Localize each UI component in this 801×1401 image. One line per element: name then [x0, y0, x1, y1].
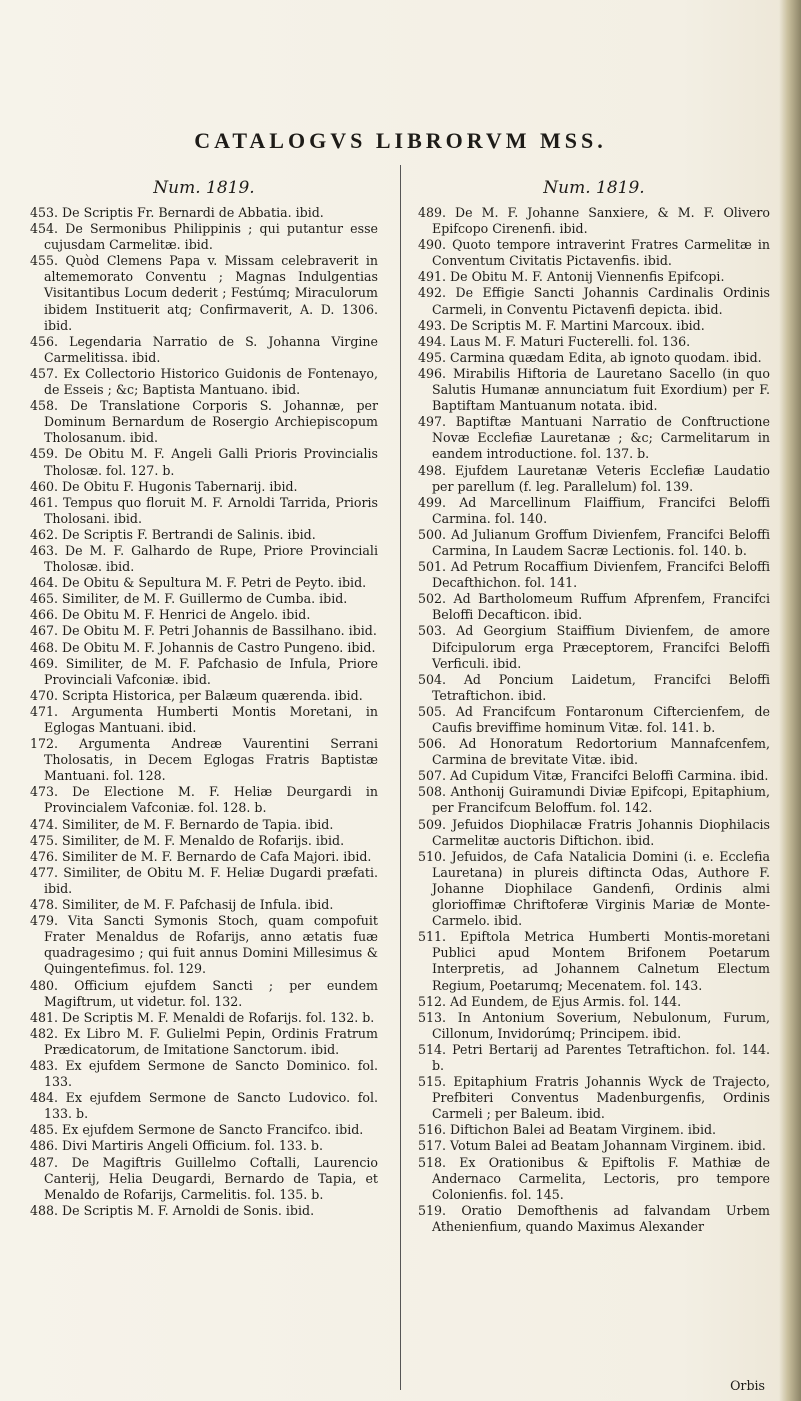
- catalog-entry: 506. Ad Honoratum Redortorium Mannafcenfem, Carmina de brevitate Vitæ. ibid.: [418, 736, 770, 768]
- catalog-entry: 517. Votum Balei ad Beatam Johannam Virginem. ibid.: [418, 1138, 766, 1154]
- catalog-entry: 504. Ad Poncium Laidetum, Francifci Beloffi Tetraftichon. ibid.: [418, 671, 770, 703]
- catalog-entry: 510. Jefuidos, de Cafa Natalicia Domini (i. e. Ecclefia Lauretana) in plureis diftincta Odas, Authore F. Johanne Diophilace Gandenfi, Ordinis almi glorioffimæ Chriftoferæ Virginis Mariæ de Monte-Carmelo. ibid.: [418, 848, 770, 929]
- catalog-entry: 495. Carmina quædam Edita, ab ignoto quodam. ibid.: [418, 349, 762, 365]
- catalog-entry: 479. Vita Sancti Symonis Stoch, quam compofuit Frater Menaldus de Rofarijs, anno ætatis fuæ quadragesimo ; qui fuit annus Domini Millesimus & Quingentefimus. fol. 129.: [30, 913, 378, 977]
- catalog-entry: 453. De Scriptis Fr. Bernardi de Abbatia. ibid.: [30, 205, 324, 220]
- catalog-entry: 458. De Translatione Corporis S. Johannæ, per Dominum Bernardum de Rosergio Archiepiscopum Tholosanum. ibid.: [30, 398, 378, 446]
- catalog-entry: 456. Legendaria Narratio de S. Johanna Virgine Carmelitissa. ibid.: [30, 333, 378, 365]
- catalog-entry: 512. Ad Eundem, de Ejus Armis. fol. 144.: [418, 993, 682, 1009]
- catalog-entry: 493. De Scriptis M. F. Martini Marcoux. ibid.: [418, 317, 705, 333]
- left-entry-list: [30, 205, 378, 1219]
- right-column: [418, 178, 770, 1235]
- catalog-entry: 488. De Scriptis M. F. Arnoldi de Sonis. ibid.: [30, 1202, 315, 1218]
- catalog-entry: 469. Similiter, de M. F. Pafchasio de Infula, Priore Provinciali Vafconiæ. ibid.: [30, 655, 378, 687]
- catalog-entry: 500. Ad Julianum Groffum Divienfem, Francifci Beloffi Carmina, In Laudem Sacræ Lectionis. fol. 140. b.: [418, 526, 770, 558]
- catalog-entry: 464. De Obitu & Sepultura M. F. Petri de Peyto. ibid.: [30, 575, 367, 591]
- catalog-entry: 465. Similiter, de M. F. Guillermo de Cumba. ibid.: [30, 591, 348, 607]
- catalog-entry: 172. Argumenta Andreæ Vaurentini Serrani Tholosatis, in Decem Eglogas Fratris Baptistæ Mantuani. fol. 128.: [30, 736, 378, 784]
- catalog-entry: 514. Petri Bertarij ad Parentes Tetraftichon. fol. 144. b.: [418, 1041, 770, 1073]
- left-column: [30, 178, 378, 1219]
- catalog-entry: 481. De Scriptis M. F. Menaldi de Rofarijs. fol. 132. b.: [30, 1009, 375, 1025]
- catchword: Orbis: [730, 1378, 765, 1393]
- catalog-entry: 462. De Scriptis F. Bertrandi de Salinis. ibid.: [30, 526, 316, 542]
- catalog-entry: 454. De Sermonibus Philippinis ; qui putantur esse cujusdam Carmelitæ. ibid.: [30, 221, 378, 253]
- column-divider: [400, 165, 401, 1390]
- left-column-number: Num. 1819.: [153, 178, 255, 198]
- catalog-entry: 482. Ex Libro M. F. Gulielmi Pepin, Ordinis Fratrum Prædicatorum, de Imitatione Sanctorum. ibid.: [30, 1025, 378, 1057]
- catalog-entry: 489. De M. F. Johanne Sanxiere, & M. F. Olivero Epifcopo Cirenenfi. ibid.: [418, 205, 770, 237]
- catalog-entry: 480. Officium ejufdem Sancti ; per eundem Magiftrum, ut videtur. fol. 132.: [30, 977, 378, 1009]
- catalog-entry: 486. Divi Martiris Angeli Officium. fol. 133. b.: [30, 1138, 323, 1154]
- catalog-entry: 478. Similiter, de M. F. Pafchasij de Infula. ibid.: [30, 897, 334, 913]
- catalog-entry: 508. Anthonij Guiramundi Diviæ Epifcopi, Epitaphium, per Francifcum Beloffum. fol. 142.: [418, 784, 770, 816]
- catalog-entry: 505. Ad Francifcum Fontaronum Ciftercienfem, de Caufis breviffime hominum Vitæ. fol. 141. b.: [418, 703, 770, 735]
- catalog-entry: 485. Ex ejufdem Sermone de Sancto Francifco. ibid.: [30, 1122, 364, 1138]
- catalog-entry: 487. De Magiftris Guillelmo Coftalli, Laurencio Canterij, Helia Deugardi, Bernardo de Tapia, et Menaldo de Rofarijs, Carmelitis. fol. 135. b.: [30, 1154, 378, 1202]
- catalog-entry: 490. Quoto tempore intraverint Fratres Carmelitæ in Conventum Civitatis Pictavenfis. ibid.: [418, 237, 770, 269]
- catalog-entry: 471. Argumenta Humberti Montis Moretani, in Eglogas Mantuani. ibid.: [30, 703, 378, 735]
- catalog-entry: 461. Tempus quo floruit M. F. Arnoldi Tarrida, Prioris Tholosani. ibid.: [30, 494, 378, 526]
- catalog-entry: 470. Scripta Historica, per Balæum quærenda. ibid.: [30, 687, 363, 703]
- catalog-entry: 516. Diftichon Balei ad Beatam Virginem. ibid.: [418, 1122, 717, 1138]
- catalog-entry: 473. De Electione M. F. Heliæ Deurgardi in Provincialem Vafconiæ. fol. 128. b.: [30, 784, 378, 816]
- running-header: CATALOGVS LIBRORVM MSS.: [194, 128, 607, 153]
- catalog-entry: 466. De Obitu M. F. Henrici de Angelo. ibid.: [30, 607, 311, 623]
- catalog-entry: 509. Jefuidos Diophilacæ Fratris Johannis Diophilacis Carmelitæ auctoris Diftichon. ibid.: [418, 816, 770, 848]
- catalog-entry: 455. Quòd Clemens Papa v. Missam celebraverit in altememorato Conventu ; Magnas Indulgentias Visitantibus Locum dederit ; Festúmq; Miraculorum ibidem Instituerit atq; Confirmaverit, A. D. 1306. ibid.: [30, 253, 378, 333]
- catalog-entry: 513. In Antonium Soverium, Nebulonum, Furum, Cillonum, Invidorúmq; Principem. ibid.: [418, 1009, 770, 1041]
- page-edge-shadow: [779, 0, 801, 1401]
- catalog-entry: 511. Epiftola Metrica Humberti Montis-moretani Publici apud Montem Brifonem Poetarum Interpretis, ad Johannem Calnetum Electum Regium, Poetarumq; Mecenatem. fol. 143.: [418, 929, 770, 993]
- catalog-entry: 459. De Obitu M. F. Angeli Galli Prioris Provincialis Tholosæ. fol. 127. b.: [30, 446, 378, 478]
- catalog-entry: 491. De Obitu M. F. Antonij Viennenfis Epifcopi.: [418, 269, 725, 285]
- right-entry-list: [418, 205, 770, 1235]
- catalog-entry: 515. Epitaphium Fratris Johannis Wyck de Trajecto, Prefbiteri Conventus Madenburgenfis, Ordinis Carmeli ; per Baleum. ibid.: [418, 1074, 770, 1122]
- catalog-entry: 460. De Obitu F. Hugonis Tabernarij. ibid.: [30, 478, 298, 494]
- catalog-entry: 468. De Obitu M. F. Johannis de Castro Pungeno. ibid.: [30, 639, 376, 655]
- catalog-entry: 476. Similiter de M. F. Bernardo de Cafa Majori. ibid.: [30, 848, 372, 864]
- catalog-entry: 467. De Obitu M. F. Petri Johannis de Bassilhano. ibid.: [30, 623, 377, 639]
- catalog-entry: 499. Ad Marcellinum Flaiffium, Francifci Beloffi Carmina. fol. 140.: [418, 494, 770, 526]
- catalog-entry: 474. Similiter, de M. F. Bernardo de Tapia. ibid.: [30, 816, 334, 832]
- catalog-entry: 457. Ex Collectorio Historico Guidonis de Fontenayo, de Esseis ; &c; Baptista Mantuano. ibid.: [30, 365, 378, 398]
- catalog-entry: 463. De M. F. Galhardo de Rupe, Priore Provinciali Tholosæ. ibid.: [30, 542, 378, 575]
- catalog-entry: 496. Mirabilis Hiftoria de Lauretano Sacello (in quo Salutis Humanæ annunciatum fuit Exordium) per F. Baptiftam Mantuanum notata. ibid.: [418, 365, 770, 414]
- catalog-entry: 477. Similiter, de Obitu M. F. Heliæ Dugardi præfati. ibid.: [30, 864, 378, 896]
- catalog-entry: 483. Ex ejufdem Sermone de Sancto Dominico. fol. 133.: [30, 1057, 378, 1090]
- catalog-entry: 475. Similiter, de M. F. Menaldo de Rofarijs. ibid.: [30, 832, 345, 848]
- catalog-entry: 507. Ad Cupidum Vitæ, Francifci Beloffi Carmina. ibid.: [418, 768, 769, 784]
- right-column-number: Num. 1819.: [543, 178, 645, 198]
- catalog-entry: 502. Ad Bartholomeum Ruffum Afprenfem, Francifci Beloffi Decafticon. ibid.: [418, 591, 770, 623]
- catalog-entry: 492. De Effigie Sancti Johannis Cardinalis Ordinis Carmeli, in Conventu Pictavenfi depicta. ibid.: [418, 285, 770, 317]
- catalog-entry: 518. Ex Orationibus & Epiftolis F. Mathiæ de Andernaco Carmelita, Lectoris, pro tempore Colonienfis. fol. 145.: [418, 1154, 770, 1202]
- catalog-entry: 498. Ejufdem Lauretanæ Veteris Ecclefiæ Laudatio per parellum (f. leg. Parallelum) fol. 139.: [418, 462, 770, 494]
- catalog-entry: 503. Ad Georgium Staiffium Divienfem, de amore Difcipulorum erga Præceptorem, Francifci Beloffi Verficuli. ibid.: [418, 623, 770, 671]
- catalog-entry: 484. Ex ejufdem Sermone de Sancto Ludovico. fol. 133. b.: [30, 1090, 378, 1122]
- catalog-entry: 494. Laus M. F. Maturi Fucterelli. fol. 136.: [418, 333, 691, 349]
- catalog-entry: 519. Oratio Demofthenis ad falvandam Urbem Athenienfium, quando Maximus Alexander: [418, 1202, 770, 1234]
- catalog-entry: 501. Ad Petrum Rocaffium Divienfem, Francifci Beloffi Decafthichon. fol. 141.: [418, 559, 770, 591]
- catalog-entry: 497. Baptiftæ Mantuani Narratio de Conftructione Novæ Ecclefiæ Lauretanæ ; &c; Carmelitarum in eandem introductione. fol. 137. b.: [418, 414, 770, 462]
